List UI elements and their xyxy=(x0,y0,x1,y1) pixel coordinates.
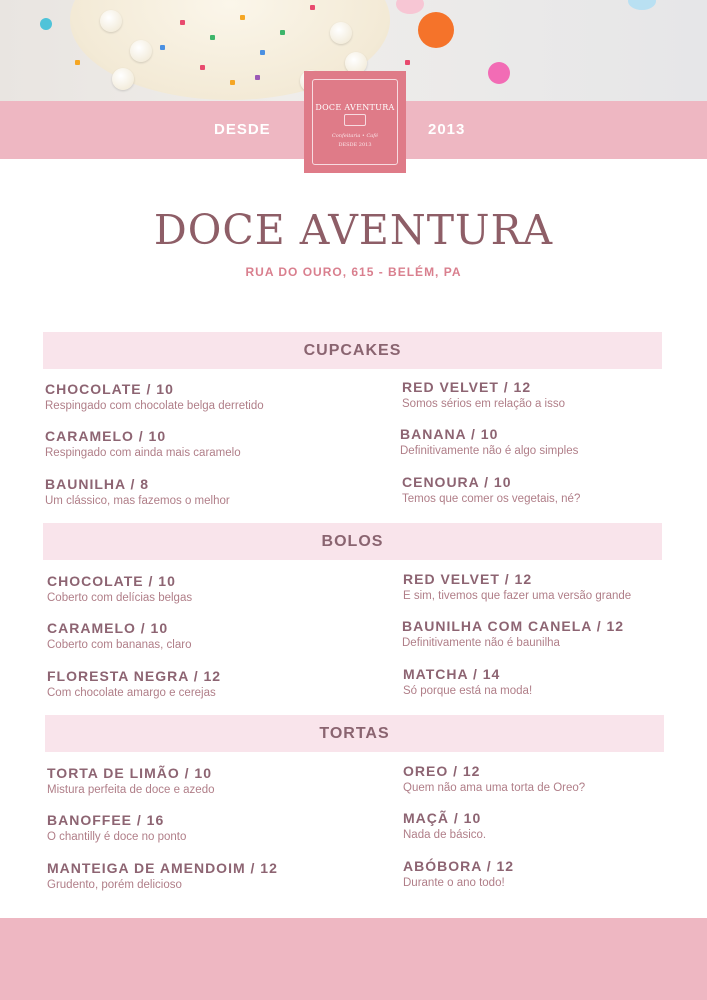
logo-since: DESDE 2013 xyxy=(338,142,372,148)
menu-item xyxy=(47,812,347,843)
item-name: RED VELVET / 12 xyxy=(402,379,532,395)
item-description: E sim, tivemos que fazer uma versão grande xyxy=(403,590,632,602)
item-name: BANANA / 10 xyxy=(400,426,499,442)
item-description: Quem não ama uma torta de Oreo? xyxy=(403,782,586,794)
candy-ball xyxy=(628,0,656,10)
candy-ball xyxy=(40,18,52,30)
since-year: 2013 xyxy=(428,121,466,138)
candy-ball xyxy=(418,12,454,48)
menu-item xyxy=(403,810,703,841)
item-description: Nada de básico. xyxy=(403,829,487,841)
item-description: Um clássico, mas fazemos o melhor xyxy=(45,495,230,507)
sprinkle xyxy=(405,60,410,65)
item-description: Mistura perfeita de doce e azedo xyxy=(47,784,215,796)
item-name: BANOFFEE / 16 xyxy=(47,812,165,828)
menu-item xyxy=(402,379,702,410)
sprinkle xyxy=(180,20,185,25)
sprinkle xyxy=(75,60,80,65)
item-name: CENOURA / 10 xyxy=(402,474,512,490)
item-name: CHOCOLATE / 10 xyxy=(47,573,176,589)
address: RUA DO OURO, 615 - BELÉM, PA xyxy=(245,265,462,279)
menu-item xyxy=(45,476,345,507)
item-description: Respingado com ainda mais caramelo xyxy=(45,447,241,459)
menu-item xyxy=(47,765,347,796)
item-name: RED VELVET / 12 xyxy=(403,571,533,587)
menu-item xyxy=(47,668,347,699)
sprinkle xyxy=(280,30,285,35)
section-header-tortas: TORTAS xyxy=(45,715,664,752)
section-header-cupcakes: CUPCAKES xyxy=(43,332,662,369)
page-title: DOCE AVENTURA xyxy=(153,206,554,254)
menu-item xyxy=(47,573,347,604)
item-description: Só porque está na moda! xyxy=(403,685,533,697)
sprinkle xyxy=(160,45,165,50)
menu-item xyxy=(47,620,347,651)
item-name: OREO / 12 xyxy=(403,763,481,779)
frosting-swirl xyxy=(112,68,134,90)
sprinkle xyxy=(230,80,235,85)
item-name: FLORESTA NEGRA / 12 xyxy=(47,668,222,684)
item-name: ABÓBORA / 12 xyxy=(403,858,515,874)
item-description: Grudento, porém delicioso xyxy=(47,879,182,891)
item-description: Somos sérios em relação a isso xyxy=(402,398,565,410)
footer-band xyxy=(0,918,707,1000)
sprinkle xyxy=(260,50,265,55)
item-name: MANTEIGA DE AMENDOIM / 12 xyxy=(47,860,278,876)
section-header-bolos: BOLOS xyxy=(43,523,662,560)
item-name: BAUNILHA COM CANELA / 12 xyxy=(402,618,625,634)
item-name: TORTA DE LIMÃO / 10 xyxy=(47,765,212,781)
item-description: Coberto com delícias belgas xyxy=(47,592,193,604)
item-description: Durante o ano todo! xyxy=(403,877,505,889)
item-description: Definitivamente não é algo simples xyxy=(400,445,579,457)
menu-item xyxy=(45,428,345,459)
menu-item xyxy=(45,381,345,412)
logo-tagline: Confeitaria • Café xyxy=(331,133,379,139)
item-name: MAÇÃ / 10 xyxy=(403,810,482,826)
sprinkle xyxy=(210,35,215,40)
candy-ball xyxy=(396,0,424,14)
item-name: CARAMELO / 10 xyxy=(45,428,167,444)
cake-icon xyxy=(344,114,366,126)
item-name: MATCHA / 14 xyxy=(403,666,501,682)
item-description: Respingado com chocolate belga derretido xyxy=(45,400,264,412)
item-description: Coberto com bananas, claro xyxy=(47,639,192,651)
item-description: Com chocolate amargo e cerejas xyxy=(47,687,216,699)
logo-title: DOCE AVENTURA xyxy=(315,103,395,112)
item-description: Temos que comer os vegetais, né? xyxy=(402,493,581,505)
since-label: DESDE xyxy=(214,121,271,138)
sprinkle xyxy=(200,65,205,70)
menu-item xyxy=(402,618,702,649)
item-name: CHOCOLATE / 10 xyxy=(45,381,174,397)
item-description: Definitivamente não é baunilha xyxy=(402,637,560,649)
menu-item xyxy=(402,474,702,505)
candy-ball xyxy=(488,62,510,84)
menu-item xyxy=(403,763,703,794)
menu-item xyxy=(403,571,703,602)
frosting-swirl xyxy=(100,10,122,32)
frosting-swirl xyxy=(330,22,352,44)
menu-item xyxy=(403,858,703,889)
item-description: O chantilly é doce no ponto xyxy=(47,831,187,843)
sprinkle xyxy=(255,75,260,80)
sprinkle xyxy=(310,5,315,10)
menu-item xyxy=(47,860,347,891)
frosting-swirl xyxy=(130,40,152,62)
sprinkle xyxy=(240,15,245,20)
item-name: BAUNILHA / 8 xyxy=(45,476,150,492)
item-name: CARAMELO / 10 xyxy=(47,620,169,636)
menu-item xyxy=(403,666,703,697)
logo xyxy=(304,71,406,173)
menu-item xyxy=(400,426,700,457)
